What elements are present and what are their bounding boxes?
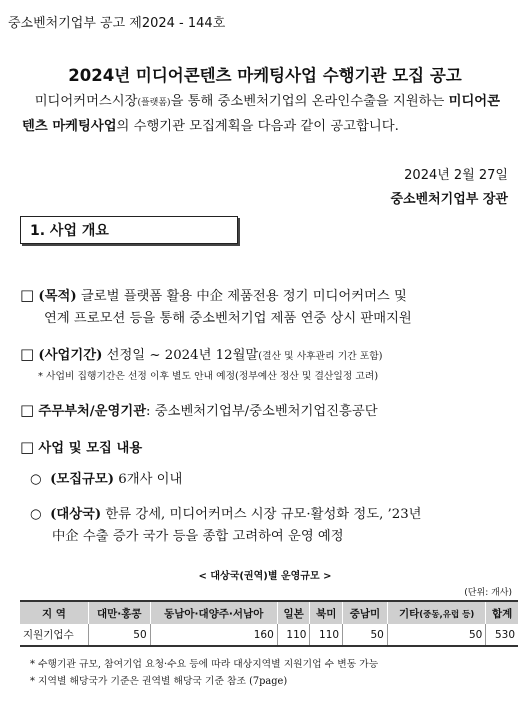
circle-bullet-icon: ○ bbox=[30, 472, 42, 487]
circle-bullet-icon: ○ bbox=[30, 507, 42, 522]
item-target-label: (대상국) bbox=[50, 507, 102, 522]
table-cell: 110 bbox=[310, 624, 343, 646]
checkbox-square-icon: □ bbox=[20, 286, 35, 304]
table-cell: 160 bbox=[150, 624, 277, 646]
signer: 중소벤처기업부 장관 bbox=[390, 192, 508, 207]
region-table bbox=[20, 600, 518, 647]
checkbox-square-icon: □ bbox=[20, 401, 35, 419]
col-header: 대만·홍콩 bbox=[88, 601, 150, 624]
item-content-label: 사업 및 모집 내용 bbox=[38, 441, 143, 456]
item-purpose bbox=[20, 285, 407, 304]
item-purpose-text: 글로벌 플랫폼 활용 中企 제품전용 정기 미디어커머스 및 bbox=[76, 289, 407, 304]
item-target-line2: 中企 수출 증가 국가 등을 종합 고려하여 운영 예정 bbox=[52, 529, 344, 544]
table-cell: 50 bbox=[343, 624, 388, 646]
footnote-2: * 지역별 해당국가 기준은 권역별 해당국 기준 참조 (7page) bbox=[30, 676, 288, 687]
table-cell: 530 bbox=[494, 628, 515, 641]
notice-date: 2024년 2월 27일 bbox=[404, 168, 508, 183]
item-purpose-label: (목적) bbox=[38, 289, 77, 304]
item-org-text: : 중소벤처기업부/중소벤처기업진흥공단 bbox=[146, 404, 378, 419]
item-scale bbox=[30, 468, 182, 487]
intro-text-1: 미디어커머스시장 bbox=[34, 94, 138, 109]
item-period bbox=[20, 344, 382, 363]
table-unit: (단위: 개사) bbox=[464, 588, 512, 598]
col-header-etc bbox=[387, 601, 485, 624]
col-header: 합계 bbox=[486, 601, 518, 624]
item-content bbox=[20, 437, 142, 456]
item-scale-label: (모집규모) bbox=[50, 472, 115, 487]
item-target bbox=[30, 503, 422, 522]
table-cell: 110 bbox=[277, 624, 310, 646]
notice-number: 중소벤처기업부 공고 제2024 - 144호 bbox=[8, 16, 226, 31]
table-cell: 50 bbox=[88, 624, 150, 646]
item-scale-text: 6개사 이내 bbox=[114, 472, 183, 487]
item-org-label: 주무부처/운영기관 bbox=[38, 404, 147, 419]
col-header-etc-label: 기타 bbox=[398, 607, 420, 620]
col-header: 지 역 bbox=[20, 601, 88, 624]
item-target-text: 한류 강세, 미디어커머스 시장 규모·활성화 정도, ’23년 bbox=[101, 507, 422, 522]
checkbox-square-icon: □ bbox=[20, 345, 35, 363]
table-row bbox=[20, 624, 518, 646]
table-cell: 50 bbox=[387, 624, 485, 646]
col-header: 중남미 bbox=[343, 601, 388, 624]
col-header: 북미 bbox=[310, 601, 343, 624]
item-period-label: (사업기간) bbox=[38, 348, 103, 363]
notice-title: 2024년 미디어콘텐츠 마케팅사업 수행기관 모집 공고 bbox=[68, 66, 462, 85]
col-header: 동남아·대양주·서남아 bbox=[150, 601, 277, 624]
intro-text-2: 을 통해 중소벤처기업의 온라인수출을 지원하는 bbox=[170, 94, 449, 109]
col-header-etc-small: (중동,유럽 등) bbox=[419, 609, 475, 620]
item-period-small: (결산 및 사후관리 기간 포함) bbox=[258, 351, 383, 362]
period-note: * 사업비 집행기간은 선정 이후 별도 안내 예정(정부예산 정산 및 결산일정 고려) bbox=[38, 371, 379, 382]
checkbox-square-icon: □ bbox=[20, 438, 35, 456]
item-purpose-line2: 연계 프로모션 등을 통해 중소벤처기업 제품 연중 상시 판매지원 bbox=[44, 311, 412, 326]
intro-text-small: (플랫폼) bbox=[137, 98, 171, 108]
row-label: 지원기업수 bbox=[20, 624, 88, 646]
col-header: 일본 bbox=[277, 601, 310, 624]
section-title: 1. 사업 개요 bbox=[30, 223, 109, 239]
intro-paragraph bbox=[22, 90, 512, 139]
item-period-text: 선정일 ~ 2024년 12월말 bbox=[102, 348, 259, 363]
item-org bbox=[20, 400, 378, 419]
table-title: < 대상국(권역)별 운영규모 > bbox=[198, 571, 332, 582]
intro-text-3: 의 수행기관 모집계획을 다음과 같이 공고합니다. bbox=[116, 119, 399, 134]
intro-text-bold: 미디어콘텐츠 마케팅사업 bbox=[22, 94, 500, 134]
footnote-1: * 수행기관 규모, 참여기업 요청·수요 등에 따라 대상지역별 지원기업 수 변동 가능 bbox=[30, 659, 379, 670]
table-header-row bbox=[20, 601, 518, 624]
